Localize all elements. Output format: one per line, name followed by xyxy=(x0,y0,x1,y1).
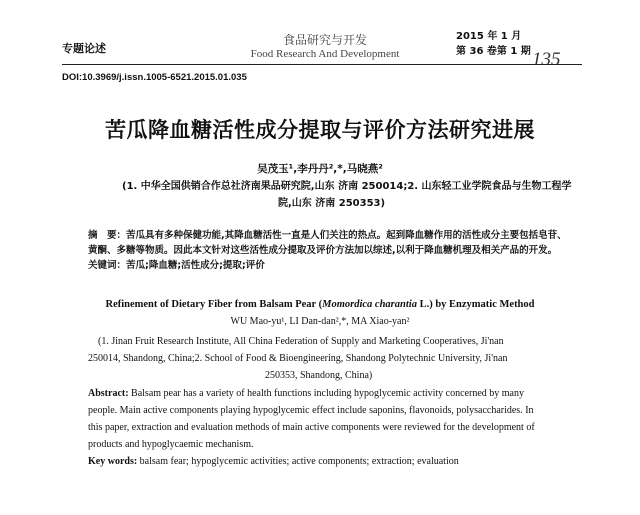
keywords-cn-label: 关键词： xyxy=(88,260,127,271)
abstract-cn-line-2: 黄酮、多糖等物质。因此本文针对这些活性成分提取及评价方法加以综述,以利于降血糖机理及相关产品的开发。 xyxy=(88,245,558,256)
abstract-en-line-4: products and hypoglycaemic mechanism. xyxy=(88,439,254,450)
column-label: 专题论述 xyxy=(62,42,106,55)
affiliation-cn-line-2: 院,山东 济南 250353) xyxy=(278,198,386,209)
affiliation-cn-line-1: (1. 中华全国供销合作总社济南果品研究院,山东 济南 250014;2. 山东轻工业学院食品与生物工程学 xyxy=(122,181,572,192)
paper-title-cn: 苦瓜降血糖活性成分提取与评价方法研究进展 xyxy=(105,118,535,142)
abstract-en-label: Abstract: xyxy=(88,388,129,399)
authors-cn: 吴茂玉¹,李丹丹²,*,马晓燕² xyxy=(257,163,383,175)
abstract-cn xyxy=(88,228,578,273)
affiliation-en-line-3: 250353, Shandong, China) xyxy=(265,370,373,381)
abstract-en-line-2: people. Main active components playing hypoglycemic effect include saponins, flavonoids, polysaccharides. In xyxy=(88,405,534,416)
doi: DOI:10.3969/j.issn.1005-6521.2015.01.035 xyxy=(62,72,247,83)
page-number: 135 xyxy=(532,49,561,70)
issue-date: 2015 年 1 月 xyxy=(456,31,522,42)
title-en-part-1: Refinement of Dietary Fiber from Balsam Pear ( xyxy=(105,299,323,310)
keywords-en: balsam fear; hypoglycemic activities; active components; extraction; evaluation xyxy=(137,456,459,467)
keywords-en-label: Key words: xyxy=(88,456,138,467)
abstract-cn-line-1: 苦瓜具有多种保健功能,其降血糖活性一直是人们关注的热点。起到降血糖作用的活性成分主要包括皂苷、 xyxy=(126,230,567,241)
journal-title-cn: 食品研究与开发 xyxy=(282,33,367,47)
title-en-part-2: L.) by Enzymatic Method xyxy=(416,299,535,310)
abstract-en-line-1: Balsam pear has a variety of health functions including hypoglycemic activity concerned by many xyxy=(128,388,524,399)
affiliation-en-line-1: (1. Jinan Fruit Research Institute, All China Federation of Supply and Marketing Cooperatives, Ji'nan xyxy=(98,336,504,347)
abstract-en-line-3: this paper, extraction and evaluation methods of main active components were reviewed for the development of xyxy=(88,422,535,433)
header-rule xyxy=(62,64,582,65)
abstract-en xyxy=(88,385,588,470)
paper-title-en xyxy=(0,299,640,310)
abstract-cn-label: 摘 要： xyxy=(88,230,127,241)
journal-title-en: Food Research And Development xyxy=(250,48,400,60)
keywords-cn: 苦瓜;降血糖;活性成分;提取;评价 xyxy=(126,260,265,271)
title-en-species: Momordica charantia xyxy=(322,299,417,310)
issue-volume: 第 36 卷第 1 期 xyxy=(456,46,531,57)
affiliation-en-line-2: 250014, Shandong, China;2. School of Food & Bioengineering, Shandong Polytechnic University, Ji'nan xyxy=(88,353,508,364)
authors-en: WU Mao-yu¹, LI Dan-dan²,*, MA Xiao-yan² xyxy=(230,316,410,327)
